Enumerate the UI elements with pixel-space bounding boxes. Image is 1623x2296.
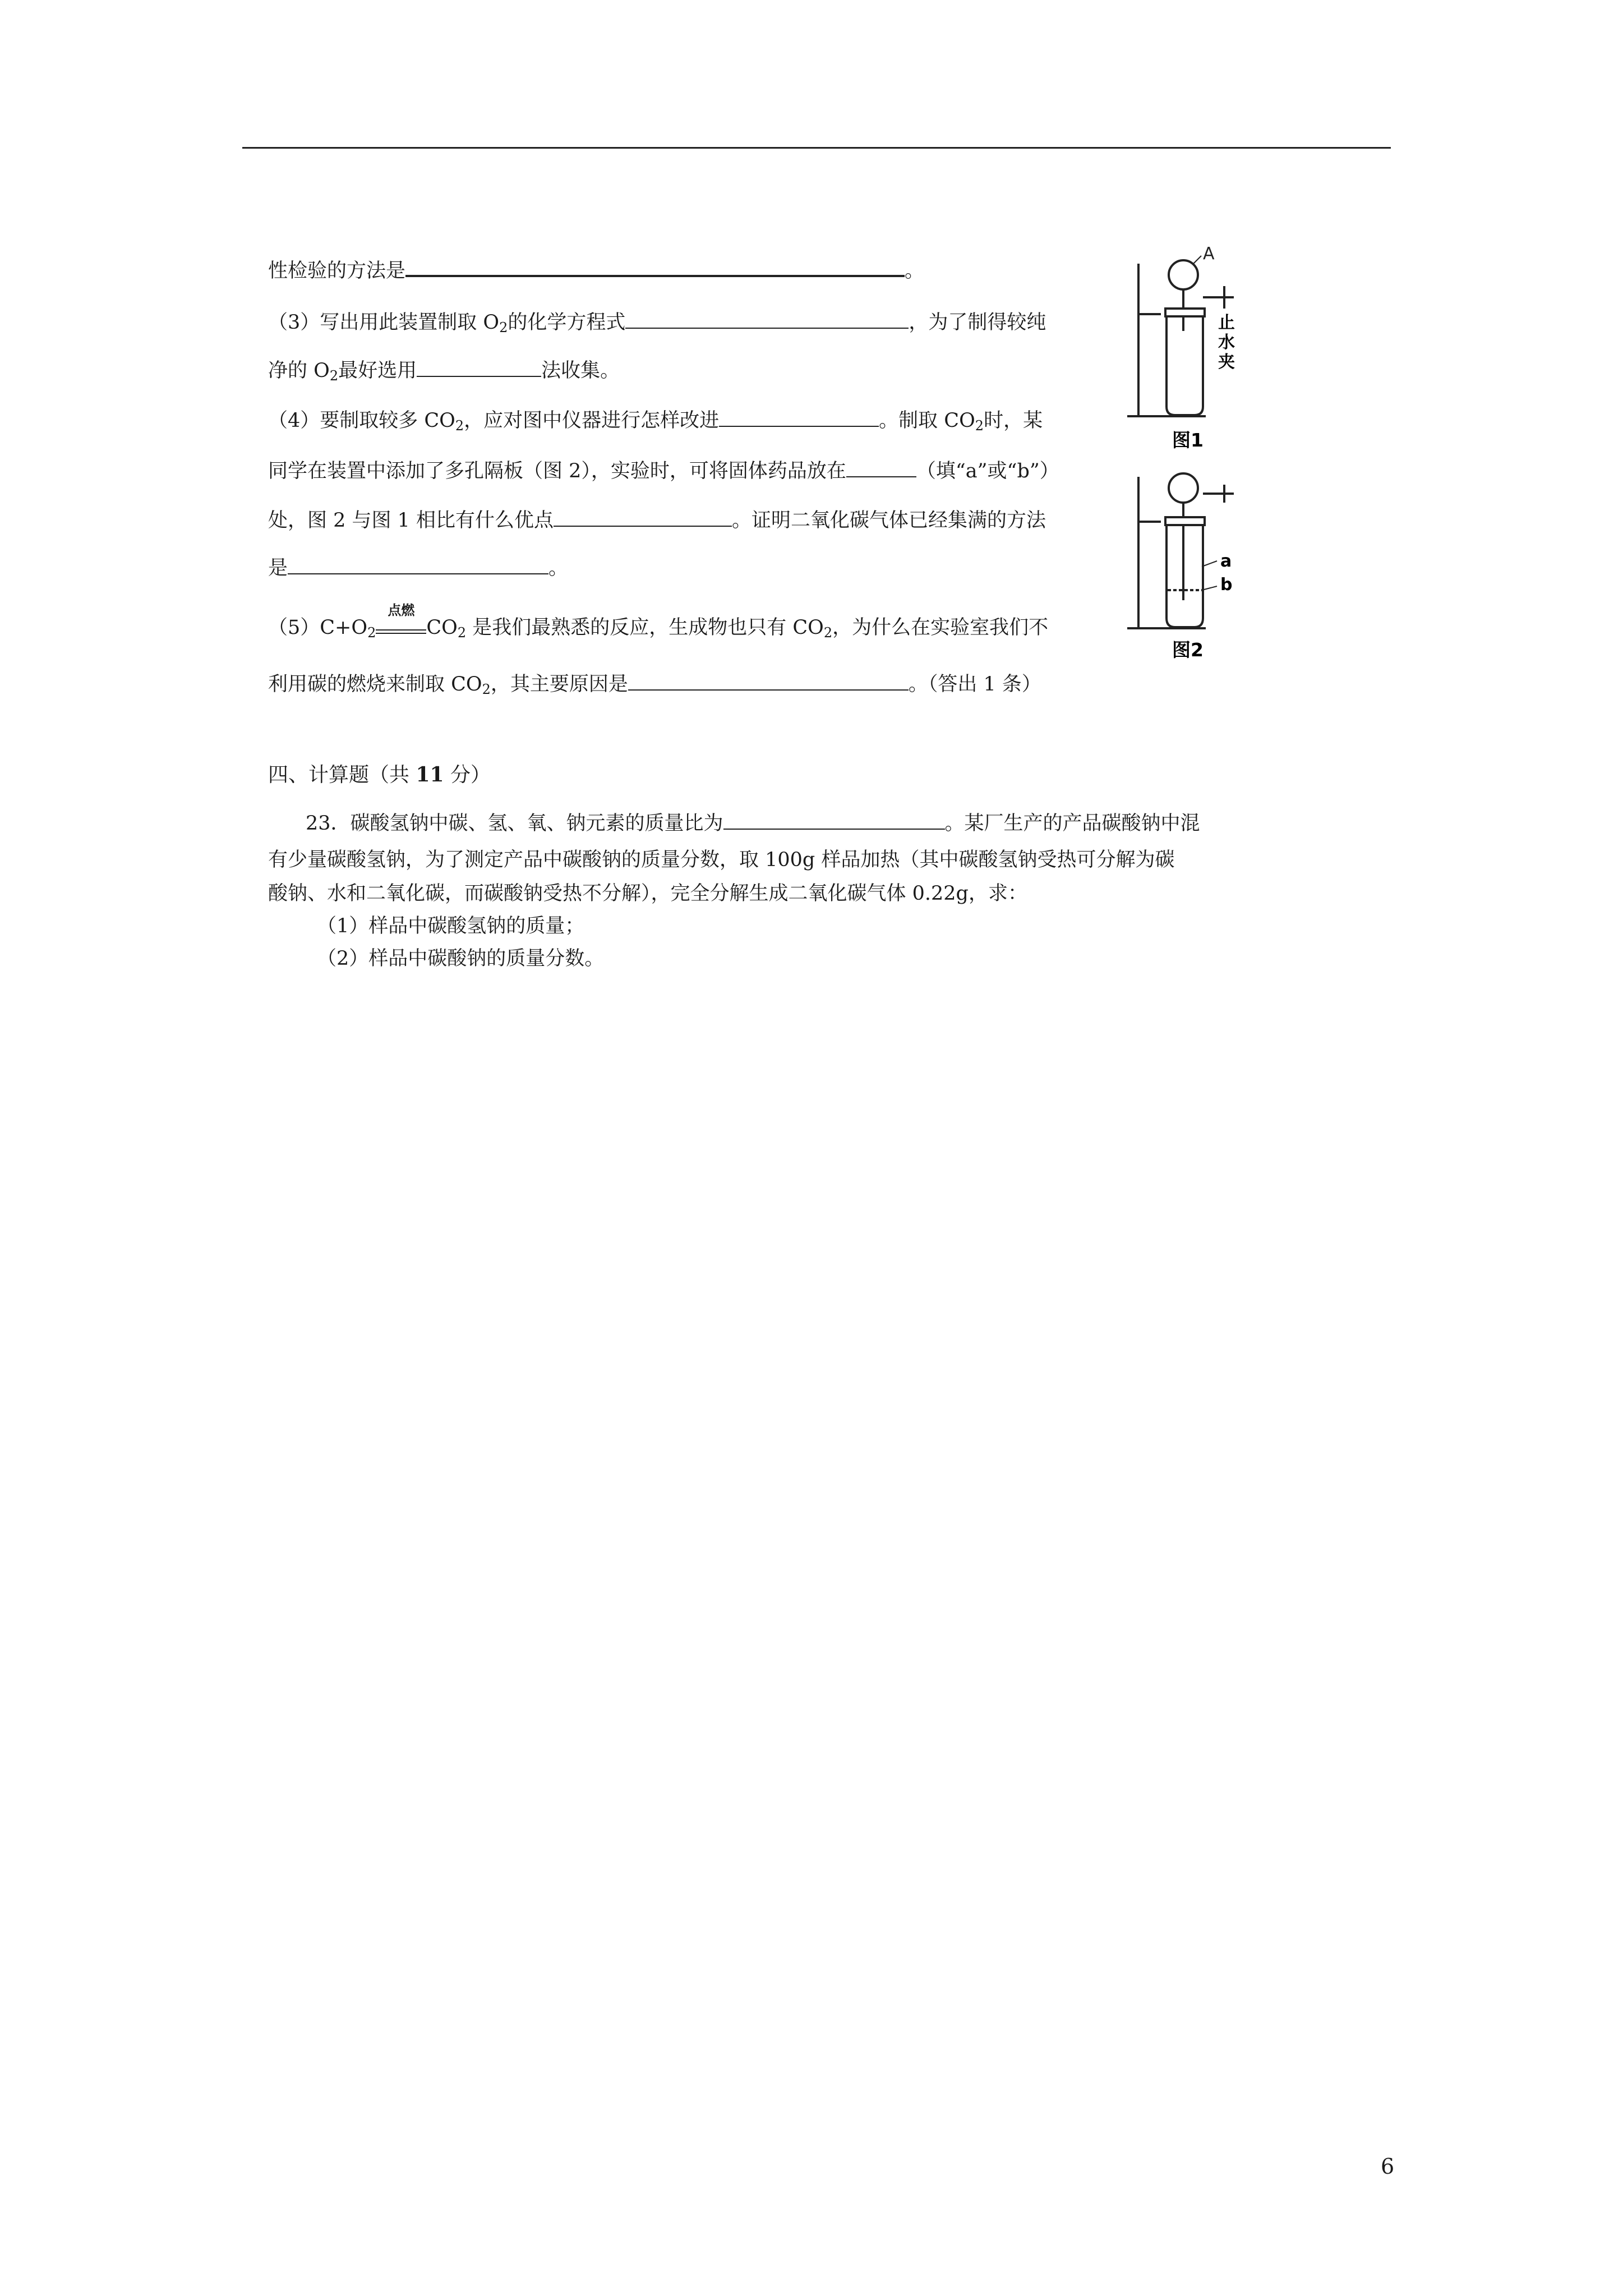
q22-part-3-line-2: 净的 $O_2$最好选用 法收集。: [268, 357, 620, 384]
q23-line-1: 23．碳酸氢钠中碳、氢、氧、钠元素的质量比为 。某厂生产的产品碳酸钠中混: [306, 809, 1200, 836]
q22-part-4-line-1: （4）要制取较多 $CO_2$，应对图中仪器进行怎样改进 。制取 $CO_2$时，某: [268, 407, 1043, 434]
answer-blank[interactable]: [417, 357, 541, 377]
q22-part-4-line-2: 同学在装置中添加了多孔隔板（图 2），实验时，可将固体药品放在 （填“a”或“b”）: [268, 457, 1059, 484]
svg-text:夹: 夹: [1218, 352, 1235, 372]
svg-text:止: 止: [1218, 313, 1235, 333]
svg-text:图1: 图1: [1172, 429, 1204, 451]
svg-text:水: 水: [1218, 333, 1235, 352]
apparatus-drawing-2: [1122, 466, 1256, 668]
q22-part-4-line-4: 是 。: [268, 554, 568, 581]
answer-blank[interactable]: [628, 670, 909, 691]
apparatus-drawing-1: [1122, 247, 1256, 460]
reaction-condition: 点燃: [376, 618, 426, 634]
answer-blank[interactable]: [723, 809, 945, 830]
answer-blank[interactable]: [625, 309, 909, 329]
equals-sign: [376, 629, 426, 634]
svg-text:图2: 图2: [1172, 639, 1204, 661]
svg-text:b: b: [1220, 575, 1233, 595]
answer-blank[interactable]: [846, 457, 916, 477]
answer-blank[interactable]: [405, 256, 905, 277]
answer-blank[interactable]: [554, 507, 732, 527]
figure-2-apparatus: [1122, 466, 1256, 668]
page-number: 6: [1381, 2154, 1395, 2179]
q22-part-3-line-1: （3）写出用此装置制取 $O_2$的化学方程式 ，为了制得较纯: [268, 309, 1046, 335]
q22-part-5-line-2: 利用碳的燃烧来制取 $CO_2$，其主要原因是 。（答出 1 条）: [268, 670, 1041, 697]
section-4-heading: 四、计算题（共 11 分）: [268, 763, 491, 786]
figure-1-apparatus: [1122, 247, 1256, 460]
q23-sub-2: （2）样品中碳酸钠的质量分数。: [317, 947, 605, 970]
q22-line-1: 性检验的方法是 。: [268, 256, 924, 284]
q23-line-3: 酸钠、水和二氧化碳，而碳酸钠受热不分解），完全分解生成二氧化碳气体 0.22g，求：: [268, 882, 1027, 905]
header-rule: [242, 147, 1391, 149]
q22-part-5-line-1: $(5)C+O_2$ 点燃 $CO_2$ 是我们最熟悉的反应，生成物也只有 $CO_2$，为什么在实验室我们不: [268, 602, 1049, 641]
answer-blank[interactable]: [288, 554, 548, 574]
q22-part-4-line-3: 处，图 2 与图 1 相比有什么优点 。证明二氧化碳气体已经集满的方法: [268, 507, 1046, 533]
q23-sub-1: （1）样品中碳酸氢钠的质量；: [317, 915, 585, 937]
svg-text:a: a: [1220, 551, 1232, 571]
svg-text:A: A: [1203, 247, 1215, 264]
answer-blank[interactable]: [719, 407, 879, 427]
q23-line-2: 有少量碳酸氢钠，为了测定产品中碳酸钠的质量分数，取 100g 样品加热（其中碳酸氢钠受热可分解为碳: [268, 849, 1175, 871]
